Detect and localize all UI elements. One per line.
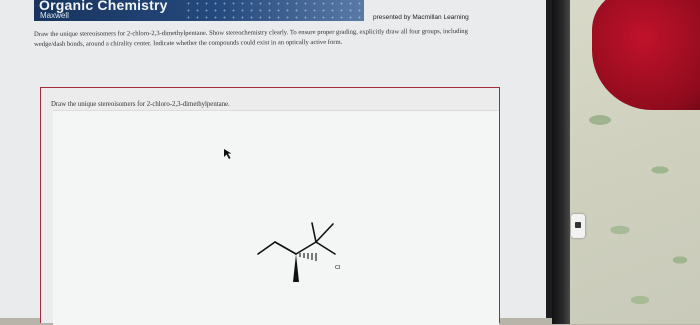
publisher-credit: presented by Macmillan Learning [373, 14, 469, 21]
bond-lines [258, 223, 335, 254]
molecule-drawing[interactable] [53, 111, 499, 325]
question-instructions: Draw the unique stereoisomers for 2-chloro-2,3-dimethylpentane. Show stereochemistry clearly. To ensure proper grading, explicitly draw all four groups, including wedge/dash bonds, around a chirality center. Indicate whether the compounds could exist in an optically active form. [34, 27, 468, 48]
usb-cable-plug [571, 214, 585, 238]
wedge-bond [293, 254, 299, 282]
chlorine-atom-label: Cl [335, 265, 341, 271]
bond-c2-methyl-a [312, 223, 316, 242]
drawing-canvas[interactable] [53, 110, 499, 325]
arrow-cursor-icon [224, 149, 232, 159]
author-label: Maxwell [40, 11, 69, 20]
bond-c3-c2 [296, 242, 316, 254]
laptop-bezel [552, 0, 570, 324]
header-pattern [184, 0, 364, 21]
dash-bond [300, 253, 316, 261]
app-header [34, 0, 364, 21]
bond-c5-c4 [258, 242, 275, 254]
bond-c4-c3 [275, 242, 296, 254]
bond-c2-c1 [316, 242, 335, 254]
question-panel [40, 87, 500, 323]
app-title: Organic Chemistry [39, 0, 168, 13]
question-prompt: Draw the unique stereoisomers for 2-chloro-2,3-dimethylpentane. [51, 101, 230, 108]
bond-c2-methyl-b [316, 224, 333, 242]
